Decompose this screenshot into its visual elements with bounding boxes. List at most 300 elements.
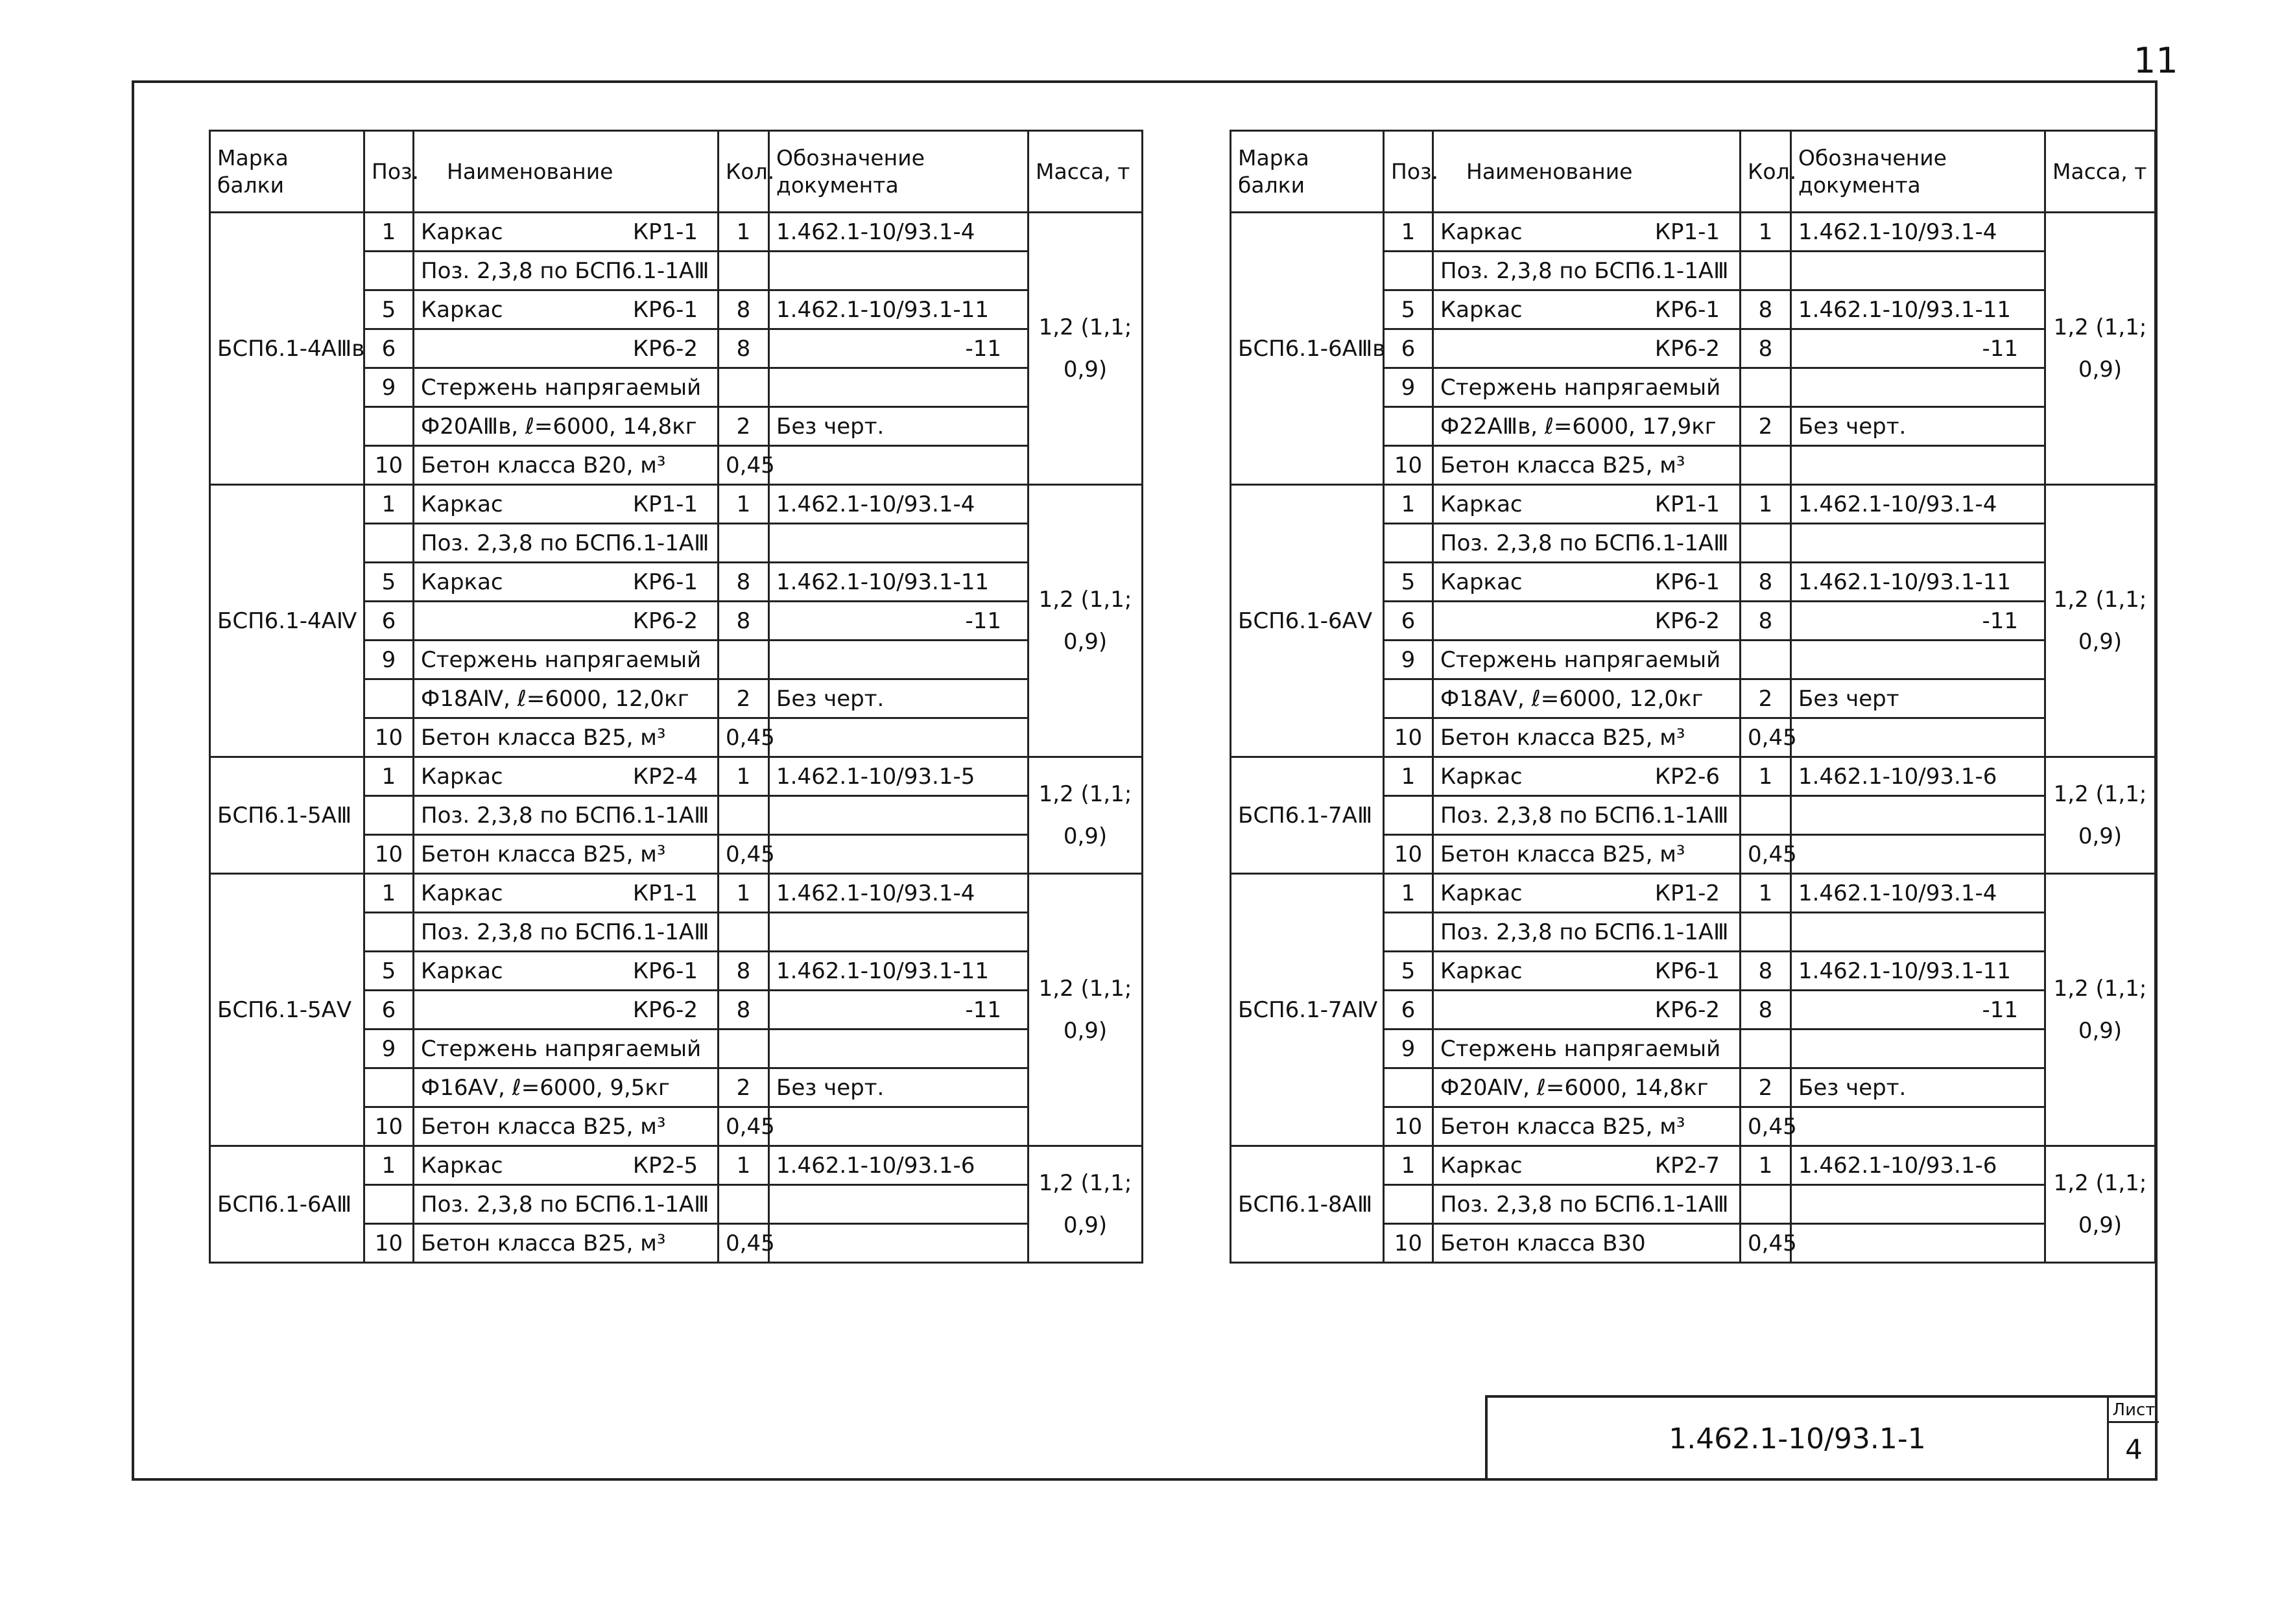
name-content <box>1440 919 1733 945</box>
document-cell <box>1791 835 2045 874</box>
header-qty: Кол. <box>1741 131 1791 213</box>
item-code: КР1-2 <box>1654 880 1720 906</box>
position-cell: 5 <box>1384 563 1433 602</box>
beam-mark-cell: БСП6.1-5AⅤ <box>210 874 364 1146</box>
name-cell <box>414 446 719 485</box>
item-code <box>1729 258 1742 284</box>
item-code <box>1720 414 1733 440</box>
item-code: КР6-1 <box>632 958 698 984</box>
name-cell <box>414 757 719 796</box>
position-cell: 1 <box>1384 213 1433 252</box>
header-mark: Марка балки <box>210 131 364 213</box>
document-cell: Без черт <box>1791 679 2045 718</box>
name-cell <box>1433 718 1741 757</box>
mass-cell: 1,2 (1,1; 0,9) <box>1029 485 1143 757</box>
item-name: Бетон класса В20, м³ <box>421 452 666 478</box>
item-code <box>709 258 722 284</box>
item-name: Каркас <box>1440 296 1523 323</box>
position-cell <box>1384 679 1433 718</box>
quantity-cell <box>719 252 769 290</box>
position-cell: 10 <box>364 446 414 485</box>
name-cell <box>1433 563 1741 602</box>
name-cell <box>414 718 719 757</box>
document-cell <box>769 524 1029 563</box>
name-cell <box>414 524 719 563</box>
document-cell: 1.462.1-10/93.1-5 <box>769 757 1029 796</box>
document-cell <box>1791 368 2045 407</box>
name-content <box>421 608 711 634</box>
item-name: Поз. 2,3,8 по БСП6.1-1AⅢ <box>1440 257 1729 284</box>
name-cell <box>414 952 719 991</box>
document-cell <box>769 1030 1029 1068</box>
name-content <box>421 258 711 284</box>
quantity-cell <box>1741 446 1791 485</box>
position-cell: 9 <box>364 368 414 407</box>
beam-mark-cell: БСП6.1-7AⅢ <box>1231 757 1384 874</box>
name-cell <box>1433 368 1741 407</box>
item-name: Ф18AⅣ, ℓ=6000, 12,0кг <box>421 685 689 712</box>
position-cell: 5 <box>1384 290 1433 329</box>
position-cell <box>364 252 414 290</box>
name-content <box>421 491 711 517</box>
item-code: КР1-1 <box>1654 491 1720 517</box>
item-code <box>1729 919 1742 945</box>
document-cell: 1.462.1-10/93.1-6 <box>1791 1146 2045 1185</box>
name-cell <box>1433 407 1741 446</box>
document-cell: 1.462.1-10/93.1-11 <box>1791 563 2045 602</box>
document-cell <box>769 913 1029 952</box>
position-cell: 6 <box>1384 329 1433 368</box>
mass-cell: 1,2 (1,1; 0,9) <box>1029 874 1143 1146</box>
document-cell <box>769 641 1029 679</box>
item-code <box>709 803 722 829</box>
name-cell <box>1433 641 1741 679</box>
quantity-cell: 1 <box>1741 1146 1791 1185</box>
document-cell <box>1791 1185 2045 1224</box>
quantity-cell: 1 <box>719 485 769 524</box>
quantity-cell <box>1741 913 1791 952</box>
position-cell <box>364 524 414 563</box>
quantity-cell: 2 <box>1741 1068 1791 1107</box>
position-cell: 10 <box>1384 718 1433 757</box>
position-cell <box>1384 1068 1433 1107</box>
position-cell: 1 <box>1384 874 1433 913</box>
name-content <box>1440 453 1733 478</box>
position-cell <box>1384 407 1433 446</box>
name-content <box>1440 841 1733 867</box>
item-code: КР1-1 <box>632 880 698 906</box>
name-content <box>421 958 711 984</box>
quantity-cell: 8 <box>719 563 769 602</box>
position-cell: 6 <box>1384 602 1433 641</box>
quantity-cell <box>1741 252 1791 290</box>
item-code: КР6-1 <box>1654 569 1720 595</box>
header-mass: Масса, т <box>1029 131 1143 213</box>
item-name: Каркас <box>421 1152 503 1179</box>
item-code <box>698 453 711 478</box>
item-name: Ф22AⅢв, ℓ=6000, 17,9кг <box>1440 413 1717 440</box>
quantity-cell: 8 <box>1741 602 1791 641</box>
document-cell <box>769 252 1029 290</box>
quantity-cell: 8 <box>719 290 769 329</box>
document-cell: Без черт. <box>1791 1068 2045 1107</box>
position-cell: 6 <box>364 602 414 641</box>
mass-cell: 1,2 (1,1; 0,9) <box>1029 213 1143 485</box>
position-cell: 1 <box>364 213 414 252</box>
position-cell <box>1384 524 1433 563</box>
item-name: Бетон класса В25, м³ <box>1440 841 1685 867</box>
item-code: КР6-1 <box>632 569 698 595</box>
header-doc: Обозначение документа <box>769 131 1029 213</box>
document-cell: 1.462.1-10/93.1-11 <box>1791 952 2045 991</box>
item-name: Каркас <box>1440 880 1523 906</box>
document-cell: 1.462.1-10/93.1-4 <box>1791 874 2045 913</box>
document-cell: 1.462.1-10/93.1-11 <box>769 563 1029 602</box>
item-code: КР6-2 <box>632 996 698 1023</box>
item-code <box>1720 725 1733 751</box>
name-cell <box>1433 524 1741 563</box>
item-name: Ф18AⅤ, ℓ=6000, 12,0кг <box>1440 685 1704 712</box>
title-block <box>1485 1395 2157 1479</box>
quantity-cell <box>1741 1185 1791 1224</box>
name-cell <box>414 290 719 329</box>
item-code <box>698 1114 711 1140</box>
name-content <box>1440 414 1733 440</box>
name-cell <box>1433 213 1741 252</box>
item-name: Каркас <box>1440 218 1523 245</box>
document-cell <box>769 718 1029 757</box>
document-cell <box>769 1224 1029 1263</box>
name-cell <box>1433 602 1741 641</box>
quantity-cell: 1 <box>1741 874 1791 913</box>
document-cell: -11 <box>1791 991 2045 1030</box>
table-row <box>1231 1146 2156 1185</box>
table-row <box>1231 757 2156 796</box>
sheet-label: Лист <box>2109 1399 2159 1423</box>
name-cell <box>1433 252 1741 290</box>
position-cell: 10 <box>1384 1224 1433 1263</box>
name-content <box>1440 958 1733 984</box>
document-cell: 1.462.1-10/93.1-4 <box>769 213 1029 252</box>
position-cell: 10 <box>364 835 414 874</box>
item-name: Стержень напрягаемый <box>1440 646 1721 673</box>
table-row <box>210 874 1143 913</box>
item-name: Стержень напрягаемый <box>421 1035 702 1062</box>
document-cell: Без черт. <box>769 1068 1029 1107</box>
item-name: Каркас <box>421 958 503 984</box>
position-cell: 1 <box>364 485 414 524</box>
quantity-cell <box>1741 368 1791 407</box>
item-name: Бетон класса В25, м³ <box>1440 1113 1685 1140</box>
quantity-cell: 0,45 <box>719 718 769 757</box>
name-content <box>1440 491 1733 517</box>
page-number: 11 <box>2134 40 2178 81</box>
document-code: 1.462.1-10/93.1-1 <box>1669 1422 1926 1455</box>
quantity-cell <box>1741 1030 1791 1068</box>
table-row <box>210 757 1143 796</box>
name-content <box>1440 530 1733 556</box>
item-name: Каркас <box>1440 569 1523 595</box>
document-cell: -11 <box>769 329 1029 368</box>
position-cell <box>1384 796 1433 835</box>
document-cell <box>1791 718 2045 757</box>
name-content <box>1440 1036 1733 1062</box>
quantity-cell: 0,45 <box>719 835 769 874</box>
document-cell: -11 <box>769 991 1029 1030</box>
position-cell: 5 <box>364 290 414 329</box>
position-cell <box>364 1068 414 1107</box>
document-cell: Без черт. <box>769 407 1029 446</box>
header-pos: Поз. <box>1384 131 1433 213</box>
item-code <box>1729 1192 1742 1218</box>
document-cell <box>1791 641 2045 679</box>
item-name: Поз. 2,3,8 по БСП6.1-1AⅢ <box>421 1191 709 1218</box>
name-content <box>421 1114 711 1140</box>
name-content <box>421 803 711 829</box>
item-code: КР6-2 <box>1654 607 1720 634</box>
document-cell <box>1791 524 2045 563</box>
item-name: Поз. 2,3,8 по БСП6.1-1AⅢ <box>421 257 709 284</box>
beam-mark-cell: БСП6.1-4AⅣ <box>210 485 364 757</box>
beam-mark-cell: БСП6.1-6AⅢ <box>210 1146 364 1263</box>
mass-cell: 1,2 (1,1; 0,9) <box>1029 757 1143 874</box>
header-name: Наименование <box>414 131 719 213</box>
name-content <box>1440 569 1733 595</box>
name-cell <box>1433 1224 1741 1263</box>
position-cell: 1 <box>1384 1146 1433 1185</box>
item-code: КР6-1 <box>1654 958 1720 984</box>
name-content <box>1440 880 1733 906</box>
quantity-cell: 0,45 <box>1741 1224 1791 1263</box>
name-cell <box>414 641 719 679</box>
quantity-cell: 2 <box>719 1068 769 1107</box>
name-content <box>421 1192 711 1218</box>
name-cell <box>1433 757 1741 796</box>
position-cell: 1 <box>364 757 414 796</box>
position-cell: 9 <box>364 1030 414 1068</box>
name-cell <box>414 407 719 446</box>
position-cell <box>1384 913 1433 952</box>
name-content <box>1440 336 1733 362</box>
name-cell <box>414 485 719 524</box>
item-name: Каркас <box>421 763 503 790</box>
mass-cell: 1,2 (1,1; 0,9) <box>1029 1146 1143 1263</box>
document-cell <box>769 835 1029 874</box>
name-content <box>421 919 711 945</box>
name-cell <box>1433 679 1741 718</box>
quantity-cell <box>719 368 769 407</box>
sheet-number: 4 <box>2125 1433 2143 1465</box>
spec-table-left <box>209 130 1143 1264</box>
name-content <box>421 1230 711 1256</box>
name-cell <box>414 796 719 835</box>
name-cell <box>1433 1107 1741 1146</box>
position-cell: 6 <box>364 329 414 368</box>
quantity-cell: 8 <box>719 952 769 991</box>
document-cell <box>769 446 1029 485</box>
item-name: Бетон класса В25, м³ <box>1440 452 1685 478</box>
item-code <box>1720 841 1733 867</box>
quantity-cell: 0,45 <box>719 1224 769 1263</box>
document-cell: -11 <box>1791 602 2045 641</box>
quantity-cell <box>719 641 769 679</box>
beam-mark-cell: БСП6.1-8AⅢ <box>1231 1146 1384 1263</box>
document-cell <box>769 1107 1029 1146</box>
position-cell <box>364 1185 414 1224</box>
quantity-cell: 2 <box>1741 407 1791 446</box>
quantity-cell: 8 <box>1741 329 1791 368</box>
quantity-cell: 8 <box>1741 952 1791 991</box>
quantity-cell: 1 <box>1741 757 1791 796</box>
beam-mark-cell: БСП6.1-7AⅣ <box>1231 874 1384 1146</box>
position-cell: 5 <box>364 563 414 602</box>
item-code <box>1720 375 1733 401</box>
item-code <box>1720 453 1733 478</box>
header-pos: Поз. <box>364 131 414 213</box>
position-cell: 5 <box>1384 952 1433 991</box>
document-cell <box>1791 1030 2045 1068</box>
position-cell <box>364 913 414 952</box>
item-code <box>709 530 722 556</box>
quantity-cell: 1 <box>1741 485 1791 524</box>
quantity-cell: 0,45 <box>719 446 769 485</box>
item-code: КР6-1 <box>1654 296 1720 323</box>
item-name: Каркас <box>421 218 503 245</box>
name-content <box>421 880 711 906</box>
name-content <box>421 647 711 673</box>
name-content <box>421 219 711 245</box>
name-cell <box>414 1068 719 1107</box>
item-code <box>1720 1075 1733 1101</box>
quantity-cell: 0,45 <box>719 1107 769 1146</box>
position-cell: 9 <box>364 641 414 679</box>
name-cell <box>1433 446 1741 485</box>
item-code <box>698 1075 711 1101</box>
header-mass: Масса, т <box>2045 131 2156 213</box>
document-cell <box>1791 252 2045 290</box>
name-content <box>421 1036 711 1062</box>
document-cell: -11 <box>769 602 1029 641</box>
name-cell <box>1433 991 1741 1030</box>
item-name: Ф16AⅤ, ℓ=6000, 9,5кг <box>421 1074 670 1101</box>
name-content <box>1440 219 1733 245</box>
position-cell <box>1384 1185 1433 1224</box>
item-code <box>1720 1036 1733 1062</box>
item-code: КР6-2 <box>1654 996 1720 1023</box>
item-name: Бетон класса В25, м³ <box>421 724 666 751</box>
quantity-cell: 8 <box>1741 991 1791 1030</box>
item-name: Поз. 2,3,8 по БСП6.1-1AⅢ <box>1440 530 1729 556</box>
position-cell <box>364 796 414 835</box>
table-row <box>210 1146 1143 1185</box>
item-code: КР6-2 <box>632 607 698 634</box>
name-content <box>1440 375 1733 401</box>
quantity-cell: 0,45 <box>1741 835 1791 874</box>
document-cell: -11 <box>1791 329 2045 368</box>
item-code <box>698 414 711 440</box>
position-cell: 6 <box>1384 991 1433 1030</box>
item-code <box>698 725 711 751</box>
quantity-cell <box>1741 641 1791 679</box>
document-cell: 1.462.1-10/93.1-6 <box>1791 757 2045 796</box>
position-cell: 9 <box>1384 641 1433 679</box>
name-cell <box>414 991 719 1030</box>
item-name: Бетон класса В25, м³ <box>421 1230 666 1256</box>
name-cell <box>414 679 719 718</box>
item-name: Каркас <box>421 880 503 906</box>
table-row <box>210 213 1143 252</box>
item-name: Бетон класса В30 <box>1440 1230 1646 1256</box>
item-code: КР6-1 <box>632 296 698 323</box>
item-code <box>709 1192 722 1218</box>
name-cell <box>414 563 719 602</box>
item-name: Каркас <box>1440 1152 1523 1179</box>
item-name: Каркас <box>421 491 503 517</box>
position-cell: 1 <box>364 1146 414 1185</box>
item-code <box>1729 530 1742 556</box>
item-code: КР1-1 <box>632 218 698 245</box>
item-name: Поз. 2,3,8 по БСП6.1-1AⅢ <box>421 919 709 945</box>
position-cell: 5 <box>364 952 414 991</box>
quantity-cell: 2 <box>719 679 769 718</box>
position-cell: 10 <box>1384 835 1433 874</box>
item-name: Ф20AⅢв, ℓ=6000, 14,8кг <box>421 413 697 440</box>
quantity-cell: 8 <box>1741 290 1791 329</box>
beam-mark-cell: БСП6.1-4AⅢв <box>210 213 364 485</box>
item-code <box>709 919 722 945</box>
quantity-cell: 1 <box>719 874 769 913</box>
item-code <box>1720 686 1733 712</box>
item-code <box>698 1230 711 1256</box>
table-row <box>210 485 1143 524</box>
name-cell <box>1433 329 1741 368</box>
item-name: Каркас <box>421 569 503 595</box>
beam-mark-cell: БСП6.1-6AⅤ <box>1231 485 1384 757</box>
quantity-cell: 8 <box>1741 563 1791 602</box>
name-cell <box>414 368 719 407</box>
name-content <box>421 764 711 790</box>
item-name: Каркас <box>1440 491 1523 517</box>
item-code <box>701 647 714 673</box>
document-cell: 1.462.1-10/93.1-6 <box>769 1146 1029 1185</box>
name-cell <box>1433 485 1741 524</box>
beam-mark-cell: БСП6.1-5AⅢ <box>210 757 364 874</box>
item-code: КР6-2 <box>1654 335 1720 362</box>
quantity-cell: 1 <box>719 1146 769 1185</box>
name-cell <box>1433 913 1741 952</box>
position-cell: 9 <box>1384 368 1433 407</box>
name-content <box>1440 1114 1733 1140</box>
item-code <box>701 375 714 401</box>
name-content <box>421 725 711 751</box>
quantity-cell: 8 <box>719 602 769 641</box>
quantity-cell: 1 <box>719 213 769 252</box>
mass-cell: 1,2 (1,1; 0,9) <box>2045 213 2156 485</box>
name-content <box>421 530 711 556</box>
name-content <box>421 997 711 1023</box>
position-cell <box>364 679 414 718</box>
item-name: Стержень напрягаемый <box>421 374 702 401</box>
document-cell: 1.462.1-10/93.1-4 <box>1791 213 2045 252</box>
document-cell <box>1791 446 2045 485</box>
name-cell <box>414 913 719 952</box>
name-content <box>1440 1075 1733 1101</box>
item-name: Каркас <box>1440 958 1523 984</box>
name-content <box>421 453 711 478</box>
name-content <box>421 1153 711 1179</box>
header-name: Наименование <box>1433 131 1741 213</box>
quantity-cell: 0,45 <box>1741 718 1791 757</box>
